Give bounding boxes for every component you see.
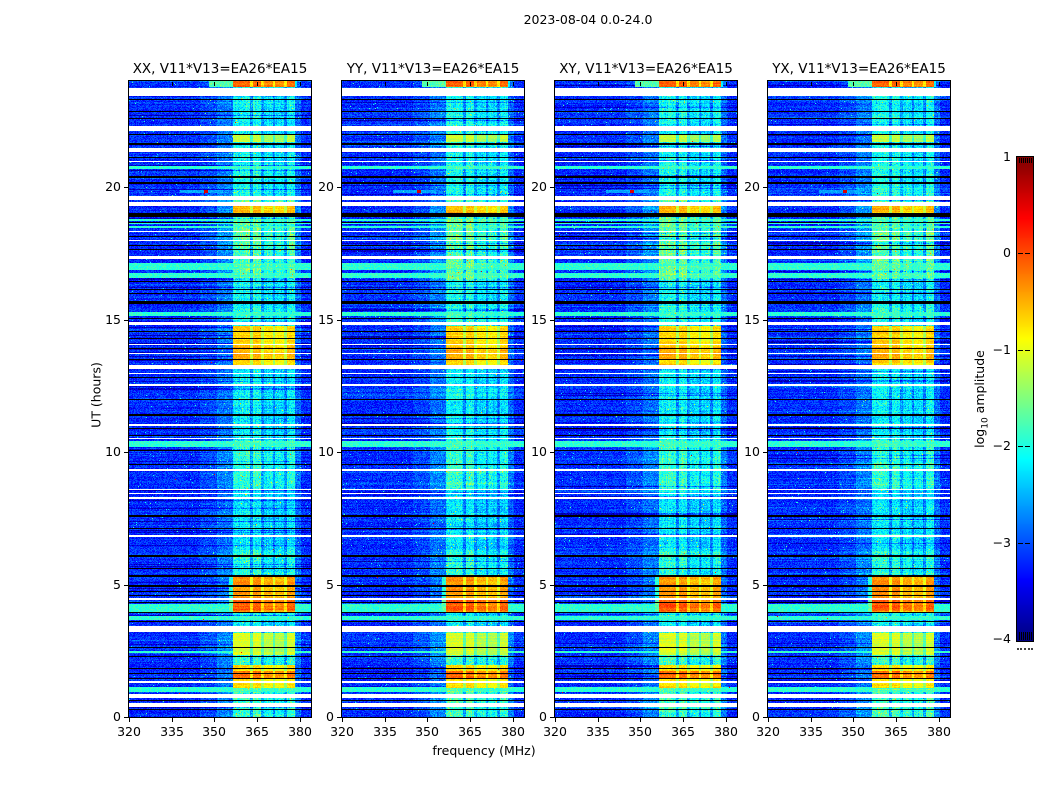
colorbar-minor-tick bbox=[1029, 632, 1030, 640]
x-tick-label: 335 bbox=[586, 724, 610, 739]
colorbar-minor-tick bbox=[1019, 632, 1020, 640]
x-tick bbox=[683, 718, 684, 722]
x-tick-label: 335 bbox=[373, 724, 397, 739]
x-tick-label: 350 bbox=[202, 724, 226, 739]
colorbar-minor-tick bbox=[1029, 158, 1030, 163]
colorbar-tick-dash bbox=[1025, 350, 1030, 351]
x-tick bbox=[385, 718, 386, 722]
x-tick-top bbox=[427, 82, 428, 86]
y-tick-label: 10 bbox=[744, 444, 760, 459]
y-tick-label: 0 bbox=[113, 709, 121, 724]
x-tick-label: 320 bbox=[756, 724, 780, 739]
y-tick-label: 0 bbox=[539, 709, 547, 724]
y-tick-label: 20 bbox=[105, 179, 121, 194]
x-tick bbox=[853, 718, 854, 722]
colorbar-minor-tick bbox=[1031, 632, 1032, 640]
colorbar-tick-dash bbox=[1018, 350, 1023, 351]
x-tick-label: 350 bbox=[628, 724, 652, 739]
x-tick-label: 380 bbox=[927, 724, 951, 739]
x-tick bbox=[640, 718, 641, 722]
colorbar-tick-label: −3 bbox=[992, 535, 1011, 550]
x-tick-label: 365 bbox=[245, 724, 269, 739]
y-tick bbox=[763, 187, 767, 188]
x-tick bbox=[129, 718, 130, 722]
x-tick-top bbox=[257, 82, 258, 86]
colorbar-minor-tick bbox=[1021, 632, 1022, 640]
x-tick-top bbox=[385, 82, 386, 86]
x-tick-label: 335 bbox=[799, 724, 823, 739]
x-tick-top bbox=[726, 82, 727, 86]
x-tick bbox=[555, 718, 556, 722]
x-tick-label: 320 bbox=[543, 724, 567, 739]
x-tick bbox=[427, 718, 428, 722]
x-tick-label: 365 bbox=[884, 724, 908, 739]
y-tick-label: 10 bbox=[531, 444, 547, 459]
y-tick-label: 5 bbox=[539, 577, 547, 592]
y-tick-label: 5 bbox=[113, 577, 121, 592]
x-tick-label: 380 bbox=[714, 724, 738, 739]
colorbar-tick-dash bbox=[1018, 446, 1023, 447]
x-tick bbox=[939, 718, 940, 722]
x-tick-top bbox=[640, 82, 641, 86]
y-tick bbox=[550, 452, 554, 453]
y-tick bbox=[337, 717, 341, 718]
colorbar-tick-label: −2 bbox=[992, 438, 1011, 453]
y-tick bbox=[763, 717, 767, 718]
x-tick-top bbox=[896, 82, 897, 86]
colorbar-label-sub: 10 bbox=[980, 417, 991, 429]
y-tick-label: 10 bbox=[105, 444, 121, 459]
y-tick bbox=[124, 717, 128, 718]
y-tick bbox=[337, 452, 341, 453]
colorbar-minor-tick bbox=[1025, 632, 1026, 640]
y-tick bbox=[337, 187, 341, 188]
x-tick-top bbox=[683, 82, 684, 86]
figure-title: 2023-08-04 0.0-24.0 bbox=[523, 12, 653, 27]
y-tick bbox=[550, 320, 554, 321]
colorbar-minor-tick bbox=[1023, 632, 1024, 640]
y-tick-label: 15 bbox=[744, 312, 760, 327]
x-tick-top bbox=[214, 82, 215, 86]
spectrogram-yx bbox=[768, 81, 950, 717]
x-tick-label: 335 bbox=[160, 724, 184, 739]
colorbar-tick-label: 0 bbox=[1003, 245, 1011, 260]
y-tick bbox=[763, 452, 767, 453]
colorbar-tick-dash bbox=[1025, 253, 1030, 254]
colorbar-minor-tick bbox=[1027, 632, 1028, 640]
x-tick bbox=[300, 718, 301, 722]
y-tick-label: 5 bbox=[752, 577, 760, 592]
x-tick-top bbox=[853, 82, 854, 86]
x-tick bbox=[598, 718, 599, 722]
y-tick bbox=[550, 717, 554, 718]
panel-title-yx: YX, V11*V13=EA26*EA15 bbox=[772, 61, 946, 77]
colorbar-tick-label: −4 bbox=[992, 631, 1011, 646]
colorbar-label bbox=[972, 350, 991, 448]
y-tick-label: 20 bbox=[318, 179, 334, 194]
y-tick-label: 0 bbox=[752, 709, 760, 724]
x-tick bbox=[214, 718, 215, 722]
colorbar-tick-dash bbox=[1018, 253, 1023, 254]
y-tick-label: 0 bbox=[326, 709, 334, 724]
x-tick bbox=[470, 718, 471, 722]
x-tick bbox=[257, 718, 258, 722]
colorbar-minor-tick bbox=[1025, 158, 1026, 163]
y-tick-label: 20 bbox=[744, 179, 760, 194]
colorbar-minor-tick bbox=[1027, 158, 1028, 163]
spectrogram-yy bbox=[342, 81, 524, 717]
y-tick-label: 20 bbox=[531, 179, 547, 194]
x-tick bbox=[896, 718, 897, 722]
x-tick bbox=[513, 718, 514, 722]
y-tick bbox=[124, 452, 128, 453]
spectrogram-xx bbox=[129, 81, 311, 717]
spectrogram-xy bbox=[555, 81, 737, 717]
x-tick bbox=[811, 718, 812, 722]
colorbar-minor-tick bbox=[1031, 158, 1032, 163]
y-tick bbox=[550, 187, 554, 188]
colorbar-minor-tick bbox=[1019, 158, 1020, 163]
panel-title-xx: XX, V11*V13=EA26*EA15 bbox=[132, 61, 308, 77]
x-tick-label: 320 bbox=[117, 724, 141, 739]
x-axis-label: frequency (MHz) bbox=[432, 743, 536, 758]
x-tick-top bbox=[811, 82, 812, 86]
y-tick-label: 15 bbox=[531, 312, 547, 327]
y-tick bbox=[337, 585, 341, 586]
panel-title-yy: YY, V11*V13=EA26*EA15 bbox=[346, 61, 520, 77]
x-tick-label: 365 bbox=[458, 724, 482, 739]
x-tick-top bbox=[513, 82, 514, 86]
x-tick-top bbox=[300, 82, 301, 86]
x-tick bbox=[342, 718, 343, 722]
y-tick bbox=[337, 320, 341, 321]
y-tick bbox=[763, 585, 767, 586]
colorbar-tick-dash bbox=[1018, 543, 1023, 544]
colorbar-tick-dash bbox=[1025, 446, 1030, 447]
y-axis-label: UT (hours) bbox=[88, 362, 104, 428]
colorbar-tick-label: −1 bbox=[992, 342, 1011, 357]
x-tick-top bbox=[470, 82, 471, 86]
x-tick-label: 320 bbox=[330, 724, 354, 739]
x-tick-label: 380 bbox=[501, 724, 525, 739]
colorbar-minor-tick bbox=[1021, 158, 1022, 163]
y-tick-label: 10 bbox=[318, 444, 334, 459]
y-tick-label: 15 bbox=[318, 312, 334, 327]
x-tick bbox=[726, 718, 727, 722]
x-tick-label: 380 bbox=[288, 724, 312, 739]
panel-title-xy: XY, V11*V13=EA26*EA15 bbox=[559, 61, 733, 77]
colorbar-tick-dash bbox=[1025, 543, 1030, 544]
y-tick bbox=[124, 320, 128, 321]
x-tick-top bbox=[598, 82, 599, 86]
y-tick bbox=[763, 320, 767, 321]
y-tick bbox=[550, 585, 554, 586]
x-tick-top bbox=[939, 82, 940, 86]
y-tick bbox=[124, 187, 128, 188]
colorbar-label-rest: amplitude bbox=[971, 350, 987, 418]
x-tick bbox=[172, 718, 173, 722]
colorbar-tick-label: 1 bbox=[1003, 149, 1011, 164]
x-tick-label: 365 bbox=[671, 724, 695, 739]
x-tick-label: 350 bbox=[415, 724, 439, 739]
colorbar-minor-dots bbox=[1017, 648, 1033, 650]
colorbar bbox=[1017, 157, 1033, 641]
colorbar-minor-tick bbox=[1023, 158, 1024, 163]
x-tick bbox=[768, 718, 769, 722]
x-tick-label: 350 bbox=[841, 724, 865, 739]
y-tick-label: 15 bbox=[105, 312, 121, 327]
colorbar-gradient bbox=[1017, 157, 1033, 641]
y-tick-label: 5 bbox=[326, 577, 334, 592]
colorbar-label-log: log bbox=[971, 428, 987, 448]
x-tick-top bbox=[172, 82, 173, 86]
y-tick bbox=[124, 585, 128, 586]
